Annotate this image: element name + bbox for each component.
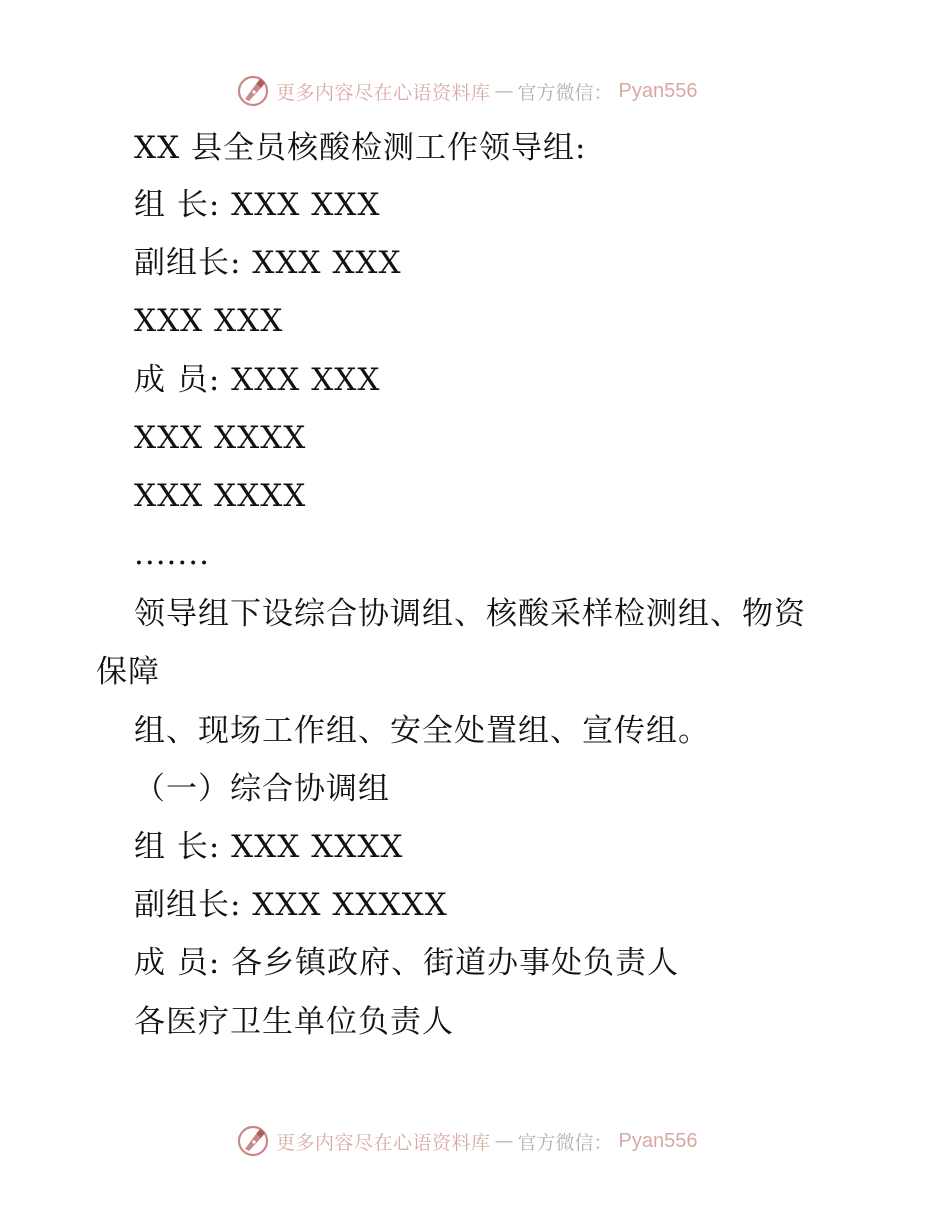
- doc-line-subgroups-2: 保障: [96, 654, 160, 690]
- pen-nib-logo-icon: [236, 1124, 270, 1158]
- doc-line-section-leader: 组 长: XXX XXXX: [134, 829, 404, 865]
- doc-line-section-members-cont: 各医疗卫生单位负责人: [134, 1004, 454, 1040]
- doc-line-section-members: 成 员: 各乡镇政府、街道办事处负责人: [134, 945, 680, 981]
- doc-line-members-cont-1: XXX XXXX: [134, 420, 307, 456]
- doc-line-members: 成 员: XXX XXX: [134, 362, 381, 398]
- watermark-account: Pyan556: [618, 1129, 698, 1152]
- doc-line-members-cont-2: XXX XXXX: [134, 478, 307, 514]
- watermark-footer: [236, 1124, 698, 1158]
- watermark-dash: —: [494, 1130, 514, 1152]
- doc-line-section-heading: （一）综合协调组: [134, 771, 390, 807]
- watermark-account: Pyan556: [618, 79, 698, 102]
- doc-line-subgroups-3: 组、现场工作组、安全处置组、宣传组。: [134, 713, 710, 749]
- doc-line-subgroups-1: 领导组下设综合协调组、核酸采样检测组、物资: [134, 596, 806, 632]
- watermark-header: [236, 74, 698, 108]
- doc-line-leader: 组 长: XXX XXX: [134, 187, 381, 223]
- watermark-dash: —: [494, 80, 514, 102]
- watermark-official-text: 官方微信：: [517, 1131, 613, 1154]
- doc-line-deputy-leader-cont: XXX XXX: [134, 303, 284, 339]
- pen-nib-logo-icon: [236, 74, 270, 108]
- watermark-brand-text: 更多内容尽在心语资料库: [276, 1131, 491, 1154]
- doc-line-deputy-leader: 副组长: XXX XXX: [134, 245, 402, 281]
- doc-line-title: XX 县全员核酸检测工作领导组:: [134, 130, 587, 166]
- watermark-official-text: 官方微信：: [517, 81, 613, 104]
- doc-line-section-deputy-leader: 副组长: XXX XXXXX: [134, 887, 448, 923]
- watermark-brand-text: 更多内容尽在心语资料库: [276, 81, 491, 104]
- doc-line-ellipsis: .......: [134, 536, 210, 572]
